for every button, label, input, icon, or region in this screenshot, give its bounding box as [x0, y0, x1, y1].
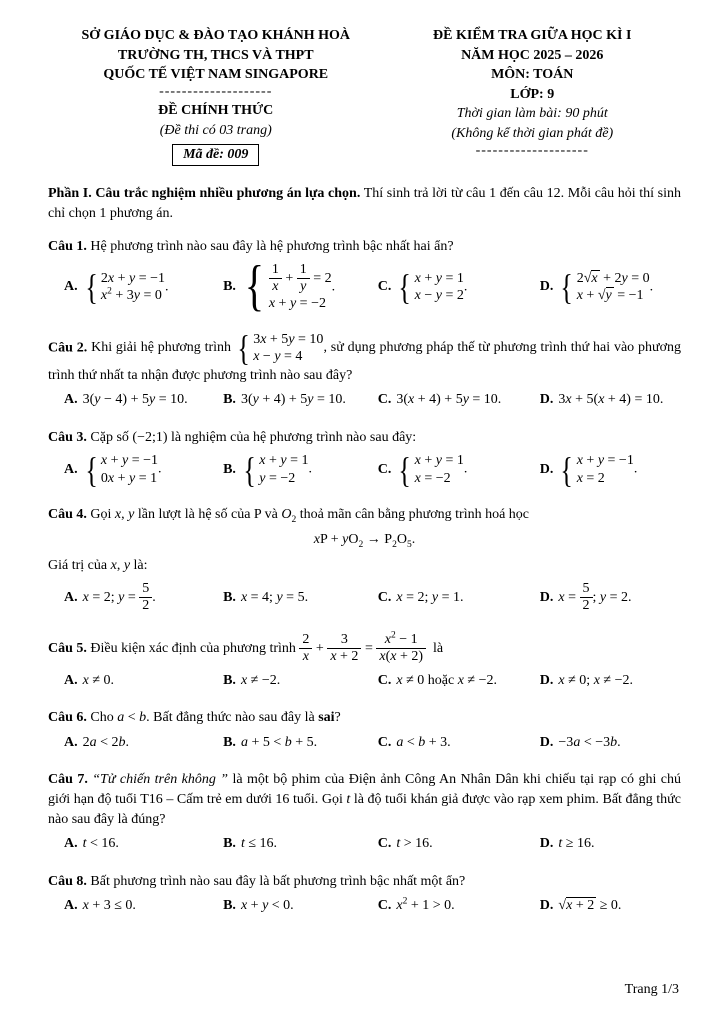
school-year: NĂM HỌC 2025 – 2026	[461, 47, 604, 63]
question-label: Câu 3.	[48, 429, 87, 445]
question-5	[48, 632, 681, 690]
question-label: Câu 2.	[48, 340, 88, 356]
question-label: Câu 4.	[48, 507, 87, 523]
question-note: Giá trị của x, y là:	[48, 557, 148, 573]
answer-option-C	[378, 733, 534, 753]
answer-option-C	[378, 588, 534, 608]
exam-info-block	[383, 26, 681, 166]
answer-option-B	[223, 255, 372, 318]
question-3	[48, 428, 681, 488]
option-content: x ≠ 0.	[82, 672, 115, 688]
answer-option-C	[377, 266, 534, 307]
question-text	[48, 872, 681, 892]
option-content: x = 2; y = 1.	[396, 589, 464, 605]
option-label: B.	[223, 836, 236, 852]
option-content: x ≠ −2.	[240, 672, 281, 688]
option-label: C.	[377, 589, 392, 605]
official-exam-label: ĐỀ CHÍNH THỨC	[158, 103, 274, 119]
option-content: a < b + 3.	[396, 734, 451, 750]
answer-option-B	[223, 834, 372, 854]
question-text	[48, 770, 681, 829]
option-content: x = 4; y = 5.	[240, 589, 309, 605]
exam-header	[48, 26, 681, 166]
option-label: A.	[64, 589, 78, 605]
option-label: A.	[64, 462, 78, 478]
options-row	[48, 390, 681, 410]
answer-option-D	[540, 896, 681, 916]
option-label: D.	[539, 589, 554, 605]
department-name: SỞ GIÁO DỤC & ĐÀO TẠO KHÁNH HOÀ	[81, 28, 350, 43]
answer-option-D	[540, 390, 681, 410]
options-row	[48, 581, 681, 614]
option-label: D.	[539, 898, 554, 914]
option-content: x + y < 0.	[240, 898, 294, 914]
option-label: C.	[377, 392, 392, 408]
question-7	[48, 770, 681, 853]
answer-option-C	[378, 896, 534, 916]
answer-option-A	[64, 266, 217, 307]
option-content: x = 2; y = $\frac{5}{2}$ .	[82, 581, 156, 614]
option-content: x ≠ 0 hoặc x ≠ −2.	[396, 672, 497, 688]
question-label: Câu 8.	[48, 873, 87, 889]
option-label: C.	[377, 734, 392, 750]
option-label: C.	[377, 898, 392, 914]
part1-title: Phần I. Câu trắc nghiệm nhiều phương án lựa chọn.	[48, 186, 361, 202]
school-name-line1: TRƯỜNG TH, THCS VÀ THPT	[117, 47, 314, 63]
subject: MÔN: TOÁN	[491, 67, 574, 83]
options-row	[48, 255, 681, 318]
option-label: A.	[64, 392, 78, 408]
answer-option-C	[378, 390, 534, 410]
answer-option-D	[540, 834, 681, 854]
option-label: D.	[539, 672, 554, 688]
answer-option-D	[540, 733, 681, 753]
option-label: C.	[377, 836, 392, 852]
option-content: t ≥ 16.	[558, 836, 595, 852]
option-content: x ≠ 0; x ≠ −2.	[558, 672, 634, 688]
question-label: Câu 1.	[48, 239, 87, 255]
question-2	[48, 327, 682, 410]
question-text	[48, 708, 681, 728]
option-content: √x + 2 ≥ 0.	[558, 898, 622, 914]
option-label: B.	[223, 462, 236, 478]
question-body: Hệ phương trình nào sau đây là hệ phương trình bậc nhất hai ẩn?	[90, 239, 454, 255]
answer-option-A	[64, 390, 217, 410]
answer-option-A	[64, 896, 217, 916]
question-body: Cho a < b. Bất đẳng thức nào sau đây là sai?	[90, 710, 341, 726]
page-number: Trang 1/3	[624, 982, 679, 998]
question-text	[48, 428, 681, 448]
option-label: C.	[377, 462, 392, 478]
option-label: B.	[223, 898, 236, 914]
option-content: { x + y = −1 x = 2 .	[560, 449, 638, 490]
options-row	[48, 896, 681, 916]
duration-subnote: (Không kể thời gian phát đề)	[451, 125, 614, 141]
option-content: $x^2 + 1 > 0$.	[396, 896, 455, 914]
questions-list	[48, 237, 681, 916]
question-1	[48, 237, 681, 318]
school-block	[48, 26, 383, 166]
option-content: 3(x + 4) + 5y = 10.	[396, 392, 502, 408]
question-body: “Tử chiến trên không ” là một bộ phim của Điện ảnh Công An Nhân Dân khi chiếu tại rạp có ghi chú giới hạn độ tuổi T16 – Cấm trẻ em dưới 16 tuổi. Gọi t là độ tuổi khán giả được vào rạp xem phim. Bất đẳng thức nào sau đây là đúng?	[48, 772, 681, 827]
option-content: x = $\frac{5}{2}$ ; y = 2.	[558, 581, 632, 614]
option-content: { x + y = −1 0x + y = 1 .	[85, 449, 162, 490]
answer-option-A	[64, 671, 217, 691]
page-count-note: (Đề thi có 03 trang)	[159, 122, 272, 138]
option-label: C.	[377, 279, 392, 295]
question-text	[48, 327, 682, 386]
option-content: a + 5 < b + 5.	[240, 734, 318, 750]
option-content: −3a < −3b.	[558, 734, 621, 750]
school-name-line2: QUỐC TẾ VIỆT NAM SINGAPORE	[103, 67, 329, 83]
option-label: A.	[64, 672, 78, 688]
question-body: Khi giải hệ phương trình { 3x + 5y = 10 x − y = 4 , sử dụng phương pháp thế từ phương trình thứ hai vào phương trình thứ nhất ta nhận được phương trình nào sau đây?	[48, 327, 682, 383]
answer-option-D	[539, 449, 681, 490]
equation-line: xP + $yO_2 \to P_2O_5$.	[313, 532, 416, 550]
answer-option-C	[378, 671, 534, 691]
option-content: 2a < 2b.	[82, 734, 130, 750]
options-row	[48, 733, 681, 753]
question-label: Câu 7.	[48, 772, 88, 788]
option-label: D.	[539, 836, 554, 852]
question-label: Câu 5.	[48, 641, 87, 657]
option-content: 3(y − 4) + 5y = 10.	[82, 392, 188, 408]
exam-code-container	[48, 144, 383, 167]
option-label: A.	[64, 898, 78, 914]
question-body: Bất phương trình nào sau đây là bất phương trình bậc nhất một ẩn?	[90, 873, 466, 889]
grade: LỚP: 9	[510, 86, 555, 102]
option-label: B.	[223, 589, 236, 605]
answer-option-A	[64, 733, 217, 753]
right-divider: --------------------	[475, 142, 589, 158]
question-body: Gọi x, y lần lượt là hệ số của P và $O_2$ thoả mãn cân bằng phương trình hoá học	[90, 507, 530, 526]
left-divider: --------------------	[159, 83, 273, 99]
answer-option-A	[64, 449, 217, 490]
question-6	[48, 708, 681, 752]
option-content: x + 3 ≤ 0.	[82, 898, 136, 914]
answer-option-B	[223, 896, 372, 916]
option-content: t > 16.	[396, 836, 433, 852]
option-label: D.	[539, 279, 554, 295]
question-label: Câu 6.	[48, 710, 87, 726]
question-8	[48, 872, 681, 916]
option-label: A.	[64, 836, 78, 852]
option-label: A.	[64, 279, 78, 295]
question-text	[48, 632, 681, 665]
answer-option-B	[223, 733, 372, 753]
exam-title: ĐỀ KIỂM TRA GIỮA HỌC KÌ I	[433, 28, 632, 43]
duration-note: Thời gian làm bài: 90 phút	[456, 106, 608, 122]
answer-option-D	[540, 671, 681, 691]
option-content: { x + y = 1 y = −2 .	[243, 449, 312, 490]
option-content: { x + y = 1 x − y = 2 .	[398, 266, 468, 307]
answer-option-D	[540, 581, 681, 614]
option-content: { x + y = 1 x = −2 .	[398, 449, 468, 490]
options-row	[48, 671, 681, 691]
options-row	[48, 449, 681, 490]
option-label: D.	[539, 392, 554, 408]
option-content: 3x + 5(x + 4) = 10.	[558, 392, 664, 408]
question-4	[48, 505, 681, 614]
part1-description: Thí sinh trả lời từ câu 1 đến câu 12. Mỗi câu hỏi thí sinh chỉ chọn 1 phương án.	[48, 186, 682, 221]
answer-option-B	[223, 390, 372, 410]
option-label: D.	[539, 734, 554, 750]
option-label: A.	[64, 734, 78, 750]
question-text	[48, 505, 681, 525]
option-label: D.	[539, 462, 554, 478]
answer-option-D	[539, 266, 681, 307]
question-body: Cặp số (−2;1) là nghiệm của hệ phương trình nào sau đây:	[90, 429, 417, 445]
answer-option-C	[377, 449, 534, 490]
option-content: { 2√x + 2y = 0 x + √y = −1 .	[560, 266, 654, 307]
answer-option-A	[64, 834, 217, 854]
question-text	[48, 237, 681, 257]
option-content: t < 16.	[82, 836, 119, 852]
answer-option-C	[378, 834, 534, 854]
option-content: { 2x + y = −1 $x^2 + 3y = 0$ .	[85, 266, 169, 307]
options-row	[48, 834, 681, 854]
option-label: B.	[223, 279, 236, 295]
part1-intro	[48, 184, 681, 223]
option-content: { $\frac{1}{x}$ + $\frac{1}{y}$ = 2 x + y = −2 .	[244, 255, 336, 318]
option-label: B.	[223, 672, 236, 688]
option-label: B.	[223, 734, 236, 750]
option-label: C.	[377, 672, 392, 688]
question-body: Điều kiện xác định của phương trình $\frac{2}{x}$ + $\frac{3}{x + 2}$ = $\frac{x^2 - 1}{x(x + 2)}$ là	[90, 630, 444, 665]
answer-option-B	[223, 588, 372, 608]
option-content: t ≤ 16.	[240, 836, 278, 852]
answer-option-A	[64, 581, 217, 614]
answer-option-B	[223, 671, 372, 691]
exam-code-box: Mã đề: 009	[172, 144, 259, 167]
option-label: B.	[223, 392, 236, 408]
option-content: 3(y + 4) + 5y = 10.	[240, 392, 346, 408]
answer-option-B	[223, 449, 372, 490]
